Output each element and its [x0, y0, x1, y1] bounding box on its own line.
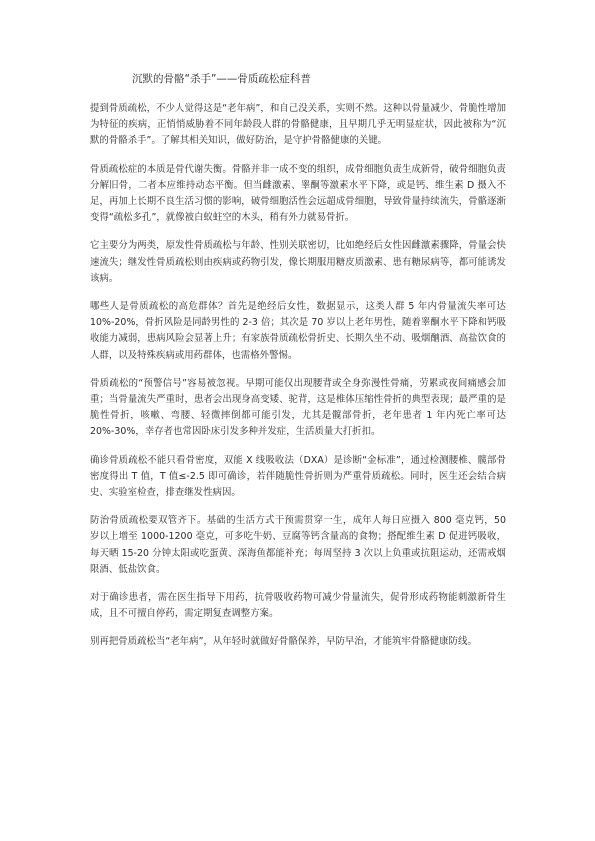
paragraph-warning-signs: 骨质疏松的“预警信号”容易被忽视。早期可能仅出现腰背或全身弥漫性骨痛，劳累或夜间痛感会加重；当骨量流失严重时，患者会出现身高变矮、驼背，这是椎体压缩性骨折的典型表现；最严重的是脆性骨折，咳嗽、弯腰、轻微摔倒都可能引发，尤其是髋部骨折，老年患者 1 年内死亡率可达 20%-30%，幸存者也常因卧床引发多种并发症，生活质量大打折扣。	[90, 377, 506, 438]
paragraph-conclusion: 别再把骨质疏松当“老年病”，从年轻时就做好骨骼保养，早防早治，才能筑牢骨骼健康防线。	[90, 636, 477, 648]
paragraph-high-risk-groups: 哪些人是骨质疏松的高危群体？首先是绝经后女性，数据显示，这类人群 5 年内骨量流失率可达 10%-20%，骨折风险是同龄男性的 2-3 倍；其次是 70 岁以上老年男性，随着睾酮水平下降和钙吸收能力减弱，患病风险会显著上升；有家族骨质疏松骨折史、长期久坐不动、吸烟酗酒、高盐饮食的人群，以及特殊疾病或用药群体，也需格外警惕。	[90, 301, 506, 361]
paragraph-bone-metabolism: 骨质疏松症的本质是骨代谢失衡。骨骼并非一成不变的组织，成骨细胞负责生成新骨，破骨细胞负责分解旧骨，二者本应维持动态平衡。但当雌激素、睾酮等激素水平下降，或是钙、维生素 D 摄入不足，再加上长期不良生活习惯的影响，破骨细胞活性会远超成骨细胞，导致骨量持续流失，骨骼逐渐变得“疏松多孔”，就像被白蚁蛀空的木头，稍有外力就易骨折。	[90, 163, 506, 224]
paragraph-types: 它主要分为两类，原发性骨质疏松与年龄、性别关联密切，比如绝经后女性因雌激素骤降，骨量会快速流失；继发性骨质疏松则由疾病或药物引发，像长期服用糖皮质激素、患有糖尿病等，都可能诱发该病。	[90, 240, 506, 284]
paragraph-diagnosis: 确诊骨质疏松不能只看骨密度，双能 X 线吸收法（DXA）是诊断“金标准”，通过检测腰椎、髋部骨密度得出 T 值，T 值≤-2.5 即可确诊，若伴随脆性骨折则为严重骨质疏松。同时，医生还会结合病史、实验室检查，排查继发性病因。	[90, 454, 506, 499]
paragraph-intro: 提到骨质疏松，不少人觉得这是“老年病”，和自己没关系，实则不然。这种以骨量减少、骨脆性增加为特征的疾病，正悄悄威胁着不同年龄段人群的骨骼健康，且早期几乎无明显症状，因此被称为“沉默的骨骼杀手”。了解其相关知识，做好防治，是守护骨骼健康的关键。	[90, 103, 506, 147]
paragraph-prevention: 防治骨质疏松要双管齐下。基础的生活方式干预需贯穿一生，成年人每日应摄入 800 毫克钙，50 岁以上增至 1000-1200 毫克，可多吃牛奶、豆腐等钙含量高的食物；搭配维生素 D 促进钙吸收，每天晒 15-20 分钟太阳或吃蛋黄、深海鱼都能补充；每周坚持 3 次以上负重或抗阻运动，还需戒烟限酒、低盐饮食。	[90, 515, 506, 575]
paragraph-treatment: 对于确诊患者，需在医生指导下用药，抗骨吸收药物可减少骨量流失，促骨形成药物能刺激新骨生成，且不可擅自停药，需定期复查调整方案。	[90, 592, 506, 620]
document-title: 沉默的骨骼“杀手”——骨质疏松症科普	[132, 73, 311, 85]
document-page	[90, 72, 506, 663]
